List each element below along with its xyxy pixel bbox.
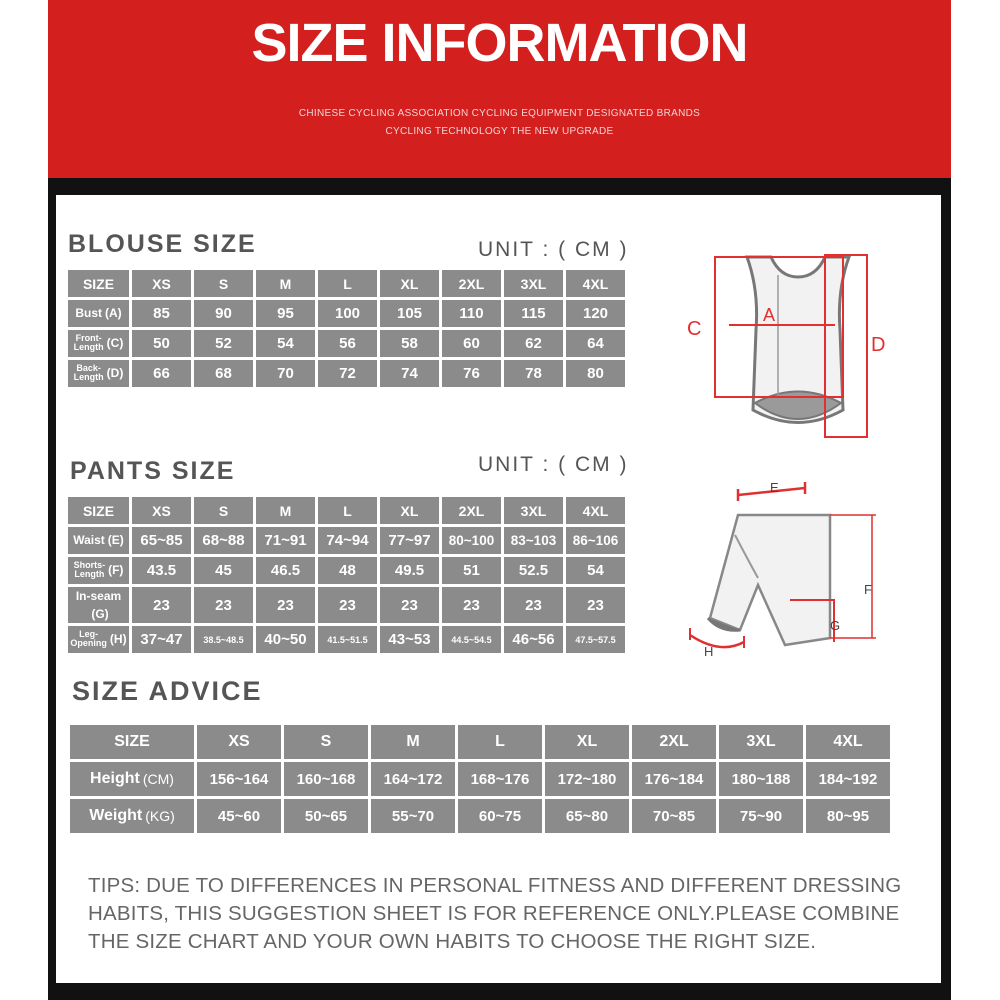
value-cell: 23	[132, 587, 191, 623]
size-header-cell: 4XL	[566, 270, 625, 297]
size-header-cell: SIZE	[68, 270, 129, 297]
value-cell: 23	[442, 587, 501, 623]
value-cell: 66	[132, 360, 191, 387]
table-row	[68, 527, 625, 554]
row-label: Back- Length	[73, 363, 104, 383]
value-cell: 80	[566, 360, 625, 387]
value-cell: 70	[256, 360, 315, 387]
table-row	[68, 360, 625, 387]
value-cell: 71~91	[256, 527, 315, 554]
table-row	[68, 330, 625, 357]
page-title: SIZE INFORMATION	[251, 13, 748, 73]
value-cell: 54	[256, 330, 315, 357]
value-cell: 120	[566, 300, 625, 327]
row-label: Height	[90, 769, 140, 787]
size-header-cell: SIZE	[70, 725, 194, 759]
size-header-cell: M	[256, 497, 315, 524]
size-header-cell: M	[256, 270, 315, 297]
value-cell: 55~70	[371, 799, 455, 833]
table-row	[70, 799, 890, 833]
row-label-cell	[68, 557, 129, 584]
value-cell: 168~176	[458, 762, 542, 796]
value-cell: 23	[256, 587, 315, 623]
value-cell: 37~47	[132, 626, 191, 653]
row-unit: (G)	[91, 606, 109, 621]
header-row	[70, 725, 890, 759]
value-cell: 23	[566, 587, 625, 623]
value-cell: 44.5~54.5	[442, 626, 501, 653]
value-cell: 105	[380, 300, 439, 327]
table-row	[68, 300, 625, 327]
row-label-cell	[68, 527, 129, 554]
row-unit: (H)	[109, 632, 127, 647]
size-header-cell: 2XL	[632, 725, 716, 759]
size-header-cell: XL	[380, 270, 439, 297]
value-cell: 48	[318, 557, 377, 584]
size-header-cell: L	[318, 497, 377, 524]
value-cell: 64	[566, 330, 625, 357]
value-cell: 56	[318, 330, 377, 357]
value-cell: 65~80	[545, 799, 629, 833]
value-cell: 38.5~48.5	[194, 626, 253, 653]
value-cell: 74	[380, 360, 439, 387]
row-label-cell	[68, 330, 129, 357]
value-cell: 46.5	[256, 557, 315, 584]
label-g: G	[830, 618, 841, 633]
header-row	[68, 270, 625, 297]
label-a: A	[763, 305, 776, 325]
value-cell: 45~60	[197, 799, 281, 833]
size-header-cell: 3XL	[719, 725, 803, 759]
row-unit: (CM)	[142, 770, 174, 787]
value-cell: 60	[442, 330, 501, 357]
blouse-diagram	[685, 245, 905, 445]
value-cell: 52.5	[504, 557, 563, 584]
value-cell: 68	[194, 360, 253, 387]
pants-size-table	[65, 494, 628, 656]
header-subtitle-2: CYCLING TECHNOLOGY THE NEW UPGRADE	[385, 126, 614, 137]
size-header-cell: L	[458, 725, 542, 759]
table-row	[68, 587, 625, 623]
value-cell: 80~95	[806, 799, 890, 833]
value-cell: 172~180	[545, 762, 629, 796]
size-header-cell: 4XL	[566, 497, 625, 524]
size-header-cell: S	[194, 497, 253, 524]
value-cell: 62	[504, 330, 563, 357]
value-cell: 176~184	[632, 762, 716, 796]
value-cell: 23	[380, 587, 439, 623]
value-cell: 115	[504, 300, 563, 327]
value-cell: 23	[194, 587, 253, 623]
value-cell: 70~85	[632, 799, 716, 833]
pants-diagram	[680, 470, 910, 670]
row-label: Shorts- Length	[73, 560, 106, 580]
value-cell: 40~50	[256, 626, 315, 653]
size-header-cell: M	[371, 725, 455, 759]
value-cell: 100	[318, 300, 377, 327]
value-cell: 75~90	[719, 799, 803, 833]
size-header-cell: L	[318, 270, 377, 297]
row-unit: (C)	[106, 336, 124, 351]
row-label-cell	[68, 626, 129, 653]
advice-section-title: SIZE ADVICE	[72, 676, 263, 706]
value-cell: 76	[442, 360, 501, 387]
value-cell: 85	[132, 300, 191, 327]
size-header-cell: 2XL	[442, 270, 501, 297]
value-cell: 52	[194, 330, 253, 357]
row-label: Front- Length	[73, 333, 104, 353]
value-cell: 164~172	[371, 762, 455, 796]
size-header-cell: S	[284, 725, 368, 759]
blouse-size-table	[65, 267, 628, 390]
label-c: C	[687, 318, 702, 340]
value-cell: 180~188	[719, 762, 803, 796]
value-cell: 77~97	[380, 527, 439, 554]
value-cell: 83~103	[504, 527, 563, 554]
blouse-unit: UNIT : ( CM )	[478, 238, 629, 261]
label-e: E	[770, 480, 779, 495]
size-header-cell: XL	[545, 725, 629, 759]
value-cell: 58	[380, 330, 439, 357]
row-unit: (E)	[107, 533, 124, 548]
value-cell: 60~75	[458, 799, 542, 833]
value-cell: 51	[442, 557, 501, 584]
value-cell: 23	[504, 587, 563, 623]
row-label: Waist	[73, 533, 105, 548]
value-cell: 47.5~57.5	[566, 626, 625, 653]
value-cell: 160~168	[284, 762, 368, 796]
tips-text: TIPS: DUE TO DIFFERENCES IN PERSONAL FITNESS AND DIFFERENT DRESSING HABITS, THIS SUGGESTION SHEET IS FOR REFERENCE ONLY.PLEASE COMBINE THE SIZE CHART AND YOUR OWN HABITS TO CHOOSE THE RIGHT SIZE.	[88, 874, 902, 953]
blouse-section-title: BLOUSE SIZE	[68, 230, 257, 258]
table-row	[68, 626, 625, 653]
row-label-cell	[68, 300, 129, 327]
value-cell: 43~53	[380, 626, 439, 653]
row-unit: (A)	[105, 306, 122, 321]
pants-unit: UNIT : ( CM )	[478, 453, 629, 476]
size-header-cell: XS	[197, 725, 281, 759]
value-cell: 184~192	[806, 762, 890, 796]
row-label: In-seam	[75, 588, 122, 603]
value-cell: 86~106	[566, 527, 625, 554]
value-cell: 43.5	[132, 557, 191, 584]
pants-section-title: PANTS SIZE	[70, 457, 236, 485]
row-label: Bust	[75, 306, 102, 321]
size-header-cell: 3XL	[504, 270, 563, 297]
value-cell: 110	[442, 300, 501, 327]
value-cell: 72	[318, 360, 377, 387]
value-cell: 49.5	[380, 557, 439, 584]
row-label-cell	[70, 762, 194, 796]
size-advice-table	[67, 722, 893, 836]
row-unit: (KG)	[145, 807, 175, 824]
row-label-cell	[68, 587, 129, 623]
table-row	[68, 557, 625, 584]
header-subtitle-1: CHINESE CYCLING ASSOCIATION CYCLING EQUIPMENT DESIGNATED BRANDS	[298, 108, 701, 119]
value-cell: 78	[504, 360, 563, 387]
row-unit: (D)	[106, 366, 124, 381]
value-cell: 65~85	[132, 527, 191, 554]
value-cell: 41.5~51.5	[318, 626, 377, 653]
label-f: F	[864, 582, 872, 597]
row-label-cell	[70, 799, 194, 833]
label-h: H	[704, 644, 714, 659]
header-row	[68, 497, 625, 524]
value-cell: 74~94	[318, 527, 377, 554]
value-cell: 90	[194, 300, 253, 327]
row-label-cell	[68, 360, 129, 387]
header-banner	[48, 0, 951, 178]
value-cell: 23	[318, 587, 377, 623]
size-header-cell: 2XL	[442, 497, 501, 524]
size-header-cell: XS	[132, 270, 191, 297]
size-header-cell: 3XL	[504, 497, 563, 524]
value-cell: 54	[566, 557, 625, 584]
value-cell: 46~56	[504, 626, 563, 653]
value-cell: 50~65	[284, 799, 368, 833]
value-cell: 80~100	[442, 527, 501, 554]
value-cell: 45	[194, 557, 253, 584]
size-header-cell: XL	[380, 497, 439, 524]
size-header-cell: 4XL	[806, 725, 890, 759]
row-label: Weight	[89, 806, 143, 824]
row-label: Leg- Opening	[70, 629, 107, 649]
value-cell: 50	[132, 330, 191, 357]
size-header-cell: XS	[132, 497, 191, 524]
size-header-cell: SIZE	[68, 497, 129, 524]
value-cell: 68~88	[194, 527, 253, 554]
value-cell: 95	[256, 300, 315, 327]
label-d: D	[871, 334, 886, 356]
row-unit: (F)	[108, 563, 124, 578]
size-header-cell: S	[194, 270, 253, 297]
value-cell: 156~164	[197, 762, 281, 796]
table-row	[70, 762, 890, 796]
leg-opening-line	[690, 635, 744, 647]
